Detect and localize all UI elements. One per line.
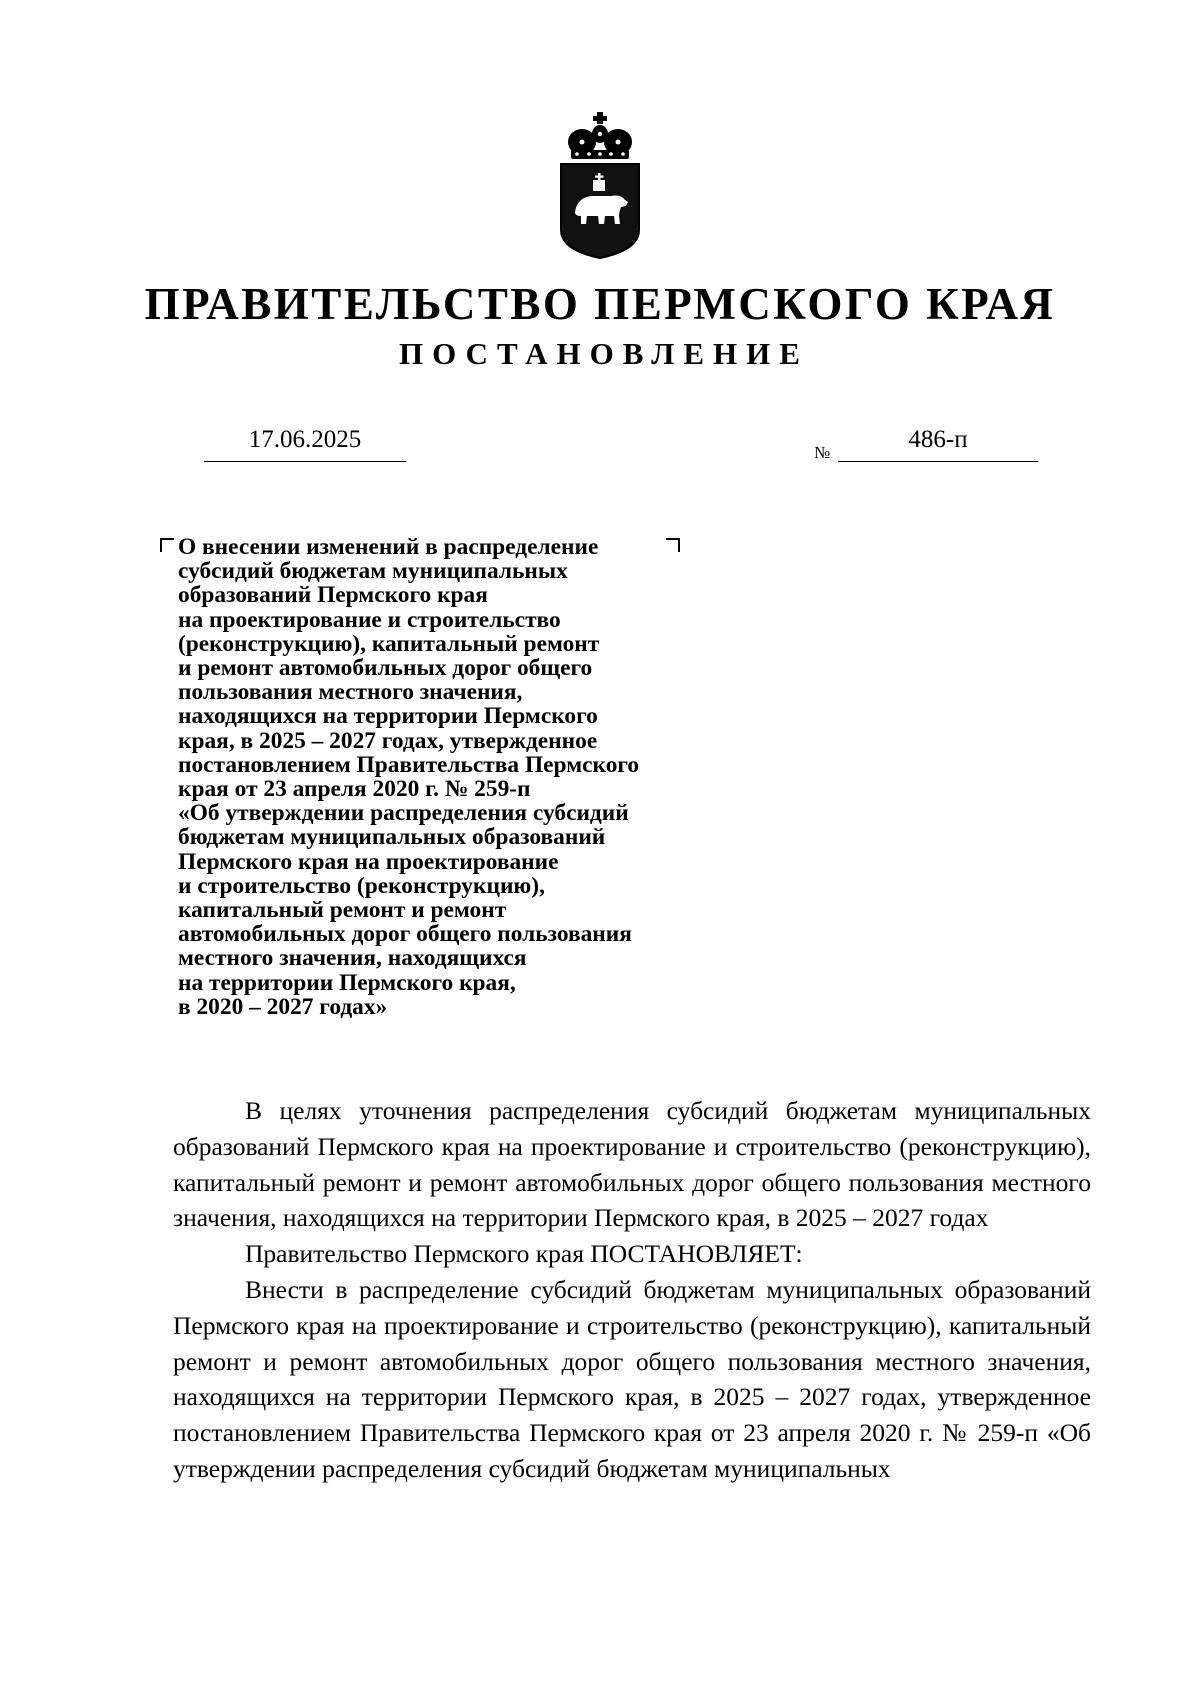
document-date: 17.06.2025 (204, 423, 406, 462)
title-line: бюджетам муниципальных образований (178, 824, 606, 851)
body-paragraph-amendment: Внести в распределение субсидий бюджетам муниципальных образований Пермского края на проектирование и строительство (реконструкцию), капитальный ремонт и ремонт автомобильных дорог общего пользования местного значения, находящихся на территории Пермского края, в 2025 – 2027 годах, утвержденное постановлением Правительства Пермского края от 23 апреля 2020 г. № 259-п «Об утверждении распределения субсидий бюджетам муниципальных (173, 1274, 1091, 1483)
body-paragraph-resolves: Правительство Пермского края ПОСТАНОВЛЯЕТ: (245, 1239, 803, 1269)
title-line: на проектирование и строительство (178, 606, 561, 633)
coat-of-arms-icon (557, 112, 643, 260)
title-line: Пермского края на проектирование (178, 848, 559, 875)
title-line: в 2020 – 2027 годах» (178, 993, 388, 1020)
title-line: и строительство (реконструкцию), (178, 872, 545, 899)
title-line: на территории Пермского края, (178, 969, 516, 996)
title-line: образований Пермского края (178, 582, 488, 609)
body-paragraph-preamble: В целях уточнения распределения субсидий бюджетам муниципальных образований Пермского края на проектирование и строительство (реконструкцию), капитальный ремонт и ремонт автомобильных дорог общего пользования местного значения, находящихся на территории Пермского края, в 2025 – 2027 годах (173, 1096, 1091, 1233)
title-line: постановлением Правительства Пермского (178, 751, 640, 778)
title-line: края от 23 апреля 2020 г. № 259-п (178, 776, 531, 803)
title-line: находящихся на территории Пермского (178, 703, 598, 730)
title-corner-mark-left (160, 538, 174, 552)
document-type: ПОСТАНОВЛЕНИЕ (399, 336, 809, 371)
title-line: края, в 2025 – 2027 годах, утвержденное (178, 727, 598, 754)
government-title: ПРАВИТЕЛЬСТВО ПЕРМСКОГО КРАЯ (144, 279, 1056, 329)
title-line: капитальный ремонт и ремонт (178, 897, 507, 924)
title-line: (реконструкцию), капитальный ремонт (178, 630, 600, 657)
document-number: 486-п (838, 423, 1038, 462)
title-line: автомобильных дорог общего пользования (178, 921, 632, 948)
title-line: «Об утверждении распределения субсидий (178, 800, 629, 827)
number-label: № (814, 443, 831, 462)
title-line: пользования местного значения, (178, 679, 523, 706)
title-line: О внесении изменений в распределение (178, 534, 599, 560)
document-title (178, 535, 758, 1019)
title-line: субсидий бюджетам муниципальных (178, 558, 568, 585)
title-line: и ремонт автомобильных дорог общего (178, 655, 593, 682)
document-body (173, 1093, 1091, 1487)
title-line: местного значения, находящихся (178, 945, 527, 972)
